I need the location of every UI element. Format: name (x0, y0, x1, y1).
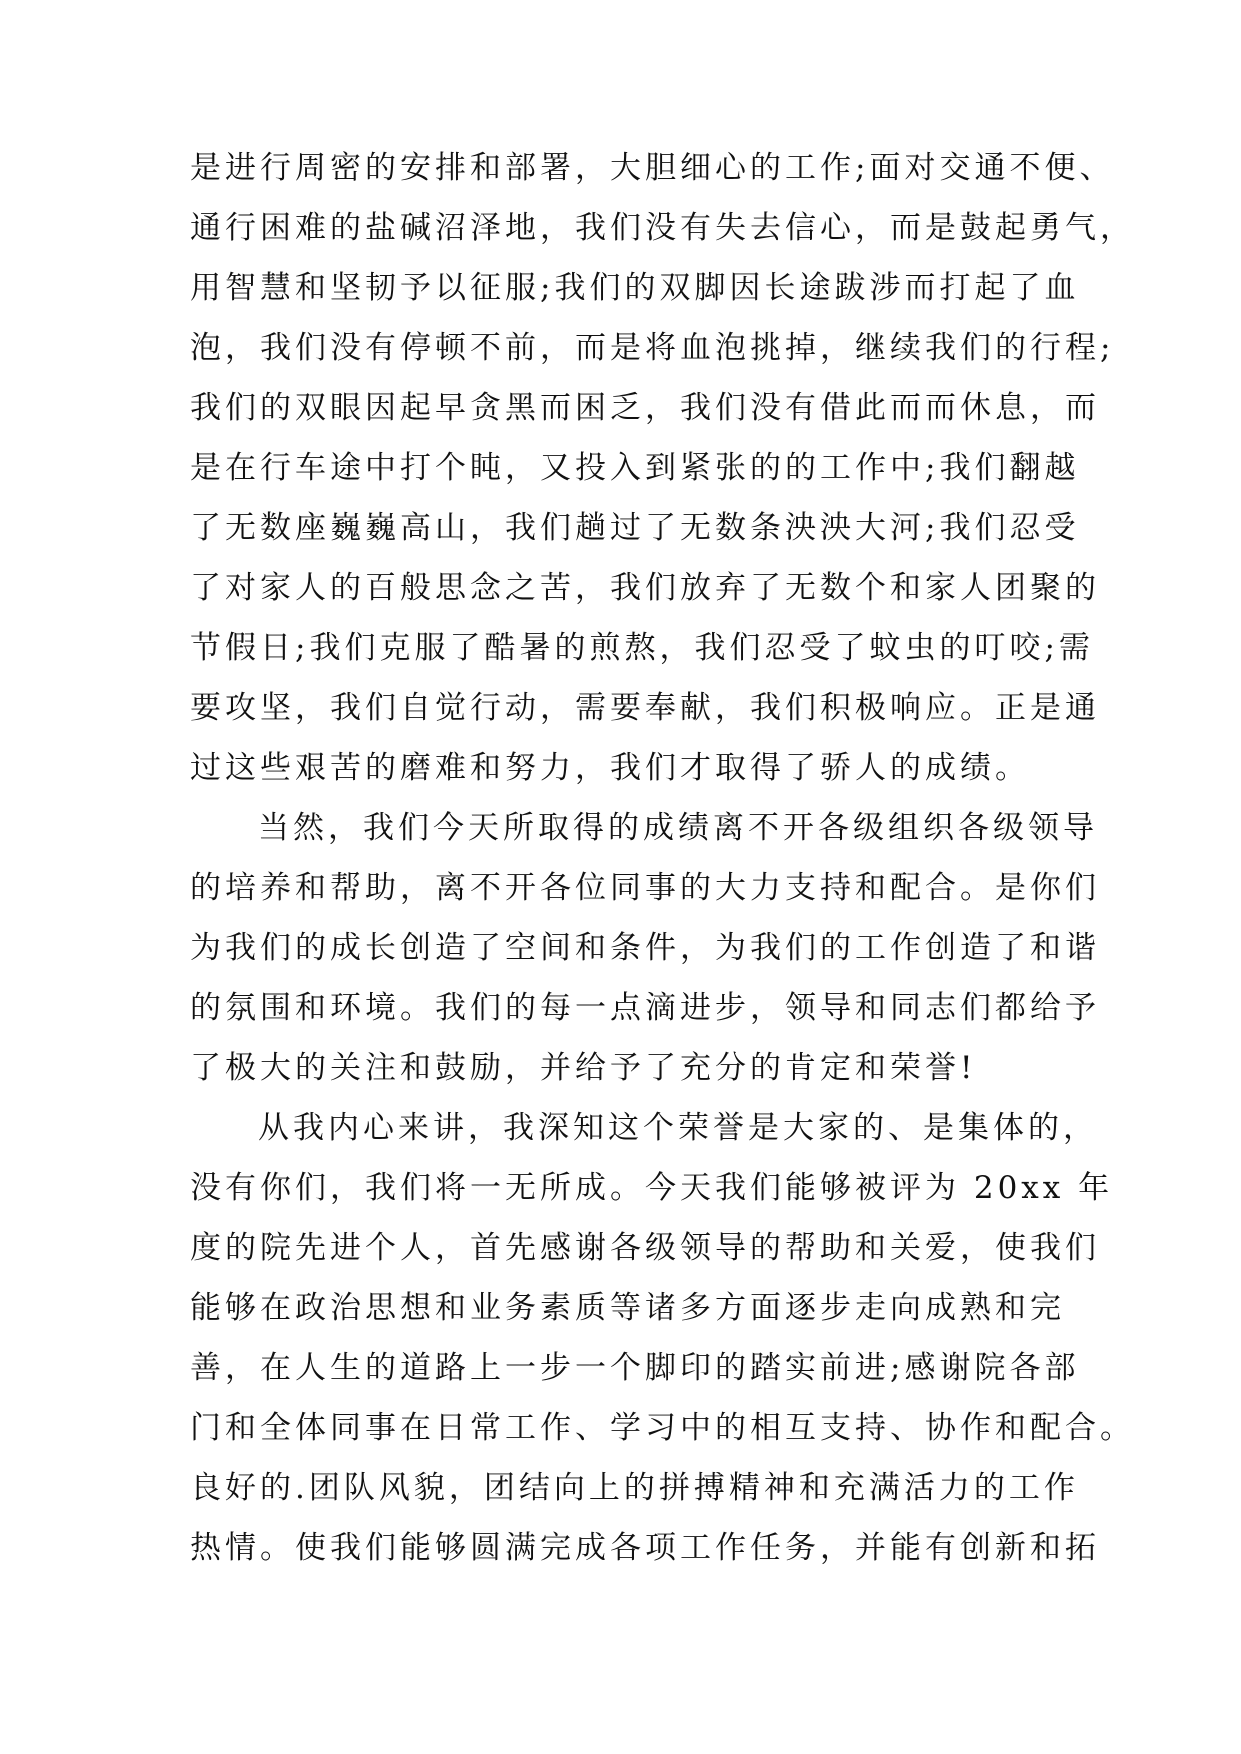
text-line: 的培养和帮助，离不开各位同事的大力支持和配合。是你们 (190, 870, 1100, 906)
text-line: 通行困难的盐碱沼泽地，我们没有失去信心，而是鼓起勇气， (190, 210, 1135, 246)
text-line: 度的院先进个人，首先感谢各级领导的帮助和关爱，使我们 (190, 1230, 1100, 1266)
paragraph-first-line: 从我内心来讲，我深知这个荣誉是大家的、是集体的， (258, 1110, 1098, 1146)
paragraph-first-line: 当然，我们今天所取得的成绩离不开各级组织各级领导 (258, 810, 1098, 846)
text-line: 用智慧和坚韧予以征服;我们的双脚因长途跋涉而打起了血 (190, 270, 1080, 306)
text-line: 没有你们，我们将一无所成。今天我们能够被评为 20xx 年 (190, 1170, 1114, 1206)
text-line: 是进行周密的安排和部署，大胆细心的工作;面对交通不便、 (190, 150, 1115, 186)
text-line: 良好的.团队风貌，团结向上的拼搏精神和充满活力的工作 (190, 1470, 1079, 1506)
text-line: 能够在政治思想和业务素质等诸多方面逐步走向成熟和完 (190, 1290, 1065, 1326)
text-line: 过这些艰苦的磨难和努力，我们才取得了骄人的成绩。 (190, 750, 1030, 786)
text-line: 热情。使我们能够圆满完成各项工作任务，并能有创新和拓 (190, 1530, 1100, 1566)
text-line: 了对家人的百般思念之苦，我们放弃了无数个和家人团聚的 (190, 570, 1100, 606)
text-line: 要攻坚，我们自觉行动，需要奉献，我们积极响应。正是通 (190, 690, 1100, 726)
text-line: 节假日;我们克服了酷暑的煎熬，我们忍受了蚊虫的叮咬;需 (190, 630, 1094, 666)
text-line: 门和全体同事在日常工作、学习中的相互支持、协作和配合。 (190, 1410, 1135, 1446)
text-line: 善，在人生的道路上一步一个脚印的踏实前进;感谢院各部 (190, 1350, 1080, 1386)
text-line: 为我们的成长创造了空间和条件，为我们的工作创造了和谐 (190, 930, 1100, 966)
text-line: 我们的双眼因起早贪黑而困乏，我们没有借此而而休息，而 (190, 390, 1100, 426)
text-line: 了极大的关注和鼓励，并给予了充分的肯定和荣誉! (190, 1050, 977, 1086)
text-line: 的氛围和环境。我们的每一点滴进步，领导和同志们都给予 (190, 990, 1100, 1026)
text-line: 泡，我们没有停顿不前，而是将血泡挑掉，继续我们的行程; (190, 330, 1115, 366)
text-line: 是在行车途中打个盹，又投入到紧张的的工作中;我们翻越 (190, 450, 1080, 486)
text-line: 了无数座巍巍高山，我们趟过了无数条泱泱大河;我们忍受 (190, 510, 1080, 546)
